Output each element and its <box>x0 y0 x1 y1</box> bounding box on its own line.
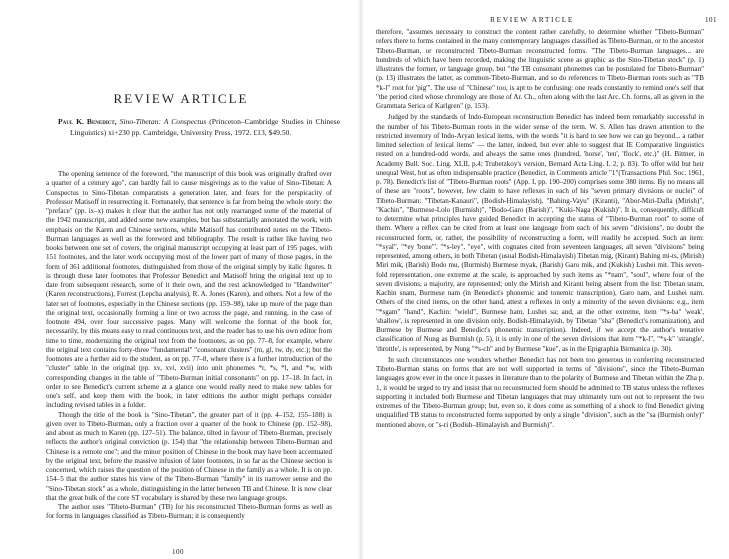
left-paragraph: Though the title of the book is "Sino-Tibetan", the greater part of it (pp. 4–152, 155–188) is given over to Tibeto-Burman, only a fraction over a quarter of the book to Chinese (pp. 152–98), and about as much to Karen (pp. 127–51). The balance, tilted in favour of Tibeto-Burman, precisely reflects the author's original conviction (p. 154) that "the relationship between Tibeto-Burman and Chinese is a remote one"; and the minor position of Chinese in the book may have been accentuated by the original text, before the massive infusion of later footnotes, in so far as the Chinese section is concerned, which raises the question of the position of Chinese in the family as a whole. It is on pp. 154–5 that the author states his view of the Tibeto-Burman "family" in its narrower sense and the "Sino-Tibetan stock" as a whole, distinguishing in the latter between TB and Chinese. It is now clear that the great bulk of the core ST vocabulary is shared by these two language groups. <box>46 410 332 502</box>
left-page <box>0 0 362 559</box>
right-paragraph: In such circumstances one wonders whether Benedict has not been too generous in conferring reconstructed Tibeto-Burman status on forms that are not well supported in terms of "divisions", since the Tibeto-Burman languages grow ever in the once it passes in literature than to the polarity of Burmese and Tibetan within the Zha p. 1, it would be urged to try and insist that no reconstructed form should be admitted to TB status unless the reflexes supporting it included both Burmese and Tibetan languages that may ultimately turn out not to represent the two extremes of the Tibeto-Burman group; but, even so, it does come as something of a shock to find Benedict giving unqualified TB status to reconstructed forms supported by only a single "division", such as the "sa (Burmish only)" mentioned above, or "s-ri (Bodish–Himalayish and Burmish)". <box>376 355 704 429</box>
left-page-number: 100 <box>172 548 184 556</box>
left-body-text <box>46 170 332 546</box>
citation-title: Sino-Tibetan: A Conspectus <box>119 117 207 126</box>
book-citation <box>58 117 340 138</box>
left-paragraph: The opening sentence of the foreword, "the manuscript of this book was originally drafted over a quarter of a century ago", can hardly fail to cause misgivings as to the value of Sino-Tibetan: A Conspectus to Sino-Tibetan comparatists a generation later, and fears for the perspicacity of Professor Matisoff in resurrecting it. Fortunately, that sentence is far from being the whole story: the "preface" (pp. ix–x) makes it clear that the author has not only rearranged some of the material of the 1942 manuscript, and added some new examples, but has substantially annotated the work, with emphasis on the Karen and Chinese sections, while Matisoff has contributed notes on the Tibeto-Burman languages as well as the foreword and bibliography. The result is rather like having two books between one set of covers, the original manuscript occupying at least part of 195 pages, with 151 footnotes, and the later work occupying most of the lower part of many of those pages, in the form of 361 additional footnotes, distinguished from those of the original simply by italic figures. It is through these later footnotes that Professor Benedict and Matisoff bring the original text up to date from subsequent research, some of it their own, and the rest acknowledged to "Handwriter" (Karen reconstructions), Forrest (Lepcha analysis), R. A. Jones (Karen), and others. Not a few of the later set of footnotes, especially in the Chinese sections (pp. 159–98), take up more of the page than the original text, occasionally forming a line or two across the page, and running, in the case of footnote 494, over four successive pages. Many will welcome the format of the book for, necessarily, by this means easy to read continuous text, and the reader has to use his own editor from time to time, modernizing the original text from the footnotes, as on pp. 77–8, for example, where the original text contains forty-three "fundamental" "consonant clusters" (m, gl, tw, dy, etc.); but the footnotes are a further aid to the student, as on pp. 77–8, where there is a further introduction of the "cluster" table in the original (pp. xv, xvi, xvii) into unit phonemes *r, *s, *l, and *w, with corresponding changes in the table of "Tibeto-Burman initial consonants" on pp. 17–18. In fact, in order to see Benedict's current scheme at a glance one would really need to make new tables for one's self, and keep them with the book, in later editions the author might perhaps consider including revised tables in a folder. <box>46 170 332 410</box>
right-page-number: 101 <box>705 16 717 24</box>
citation-details: (Princeton–Cambridge Studies in Chinese Linguistics) xi+230 pp. Cambridge, University Press, 1972. £13, $49.50. <box>70 117 341 137</box>
article-heading: REVIEW ARTICLE <box>113 91 249 106</box>
right-body-text <box>376 28 704 552</box>
right-paragraph: therefore, "assumes necessary to construct the content rather carefully, to determine whether "Tibeto-Burman" refers there to forms contained in the many contemporary languages classified as Tibeto-Burman, or to the ancestor Tibeto-Burman, or reconstructed Tibeto-Burman reconstructed forms. "The Tibeto-Burman languages... are hundreds of which have been recorded, making the linguistic scene as graphic as the Sino-Tibetan stock" (p. 1) illustrates the former, or language group, but "the TB consonant phonemes can be postulated for Tibeto-Burman" (p. 13) illustrates the latter, as common-Tibeto-Burman, and so do references to Tibeto-Burman roots such as "TB *k-l" root for 'pig'". The use of "Chinese" too, is apt to be confusing: one reads constantly to remind one's self that "the period cited whose chronology are those of Ar. Ch., often along with the last Arc. Ch. forms, all as given in the Grammata Serica of Karlgren" (p. 153). <box>376 28 704 110</box>
right-page <box>362 0 729 559</box>
running-head: REVIEW ARTICLE <box>490 15 575 24</box>
citation-author: Paul K. Benedict, <box>58 117 117 126</box>
right-paragraph: Judged by the standards of Indo-European reconstruction Benedict has indeed been remarkably successful in the number of his Tibeto-Burman roots in the wider sense of the term. W. S. Allen has drawn attention to the restricted inventory of Indo-Aryan lexical items, with the words "it is hard to see how we can go beyond... a rather limited selection of lexical items" — the latter, indeed, but ever able to suggest that IE Comparative linguistics rested on a hundred-odd words, and always the same ones (hundred, 'horse', 'ten', 'flock', etc.)" (H. Bittner, in Academy Bull. Soc. Ling. XLII, p.4; Trubetzkoy's version, Bernard Acta Ling. I. 2, p. 83). To offer wild but heir unequal West, but as often indispensable practice (Benedict, in Comments article "1"(Transactions Phil. Soc. 1961, p. 78). Benedict's list of "Tibeto-Burman roots" (App. I, pp. 190–200) comprises some 380 items. By no means all of these are "roots", however, few claim to have reflexes in each of his "seven primary divisions or nuclei" of Tibeto-Burman: "Tibetan-Kanauri", (Bodish-Himalayish), "Bahing-Vayu" (Kiranti), "Abor-Miri-Dafla (Mirish)", "Kachin", "Burmese-Lolo (Burmish)", "Bodo-Garo (Barish)", "Kuki-Naga (Kukish)". It is, consequently, difficult to determine what principles have guided Benedict in accepting the status of "Tibeto-Burman root" to some of them. Where a reflex can be cited from at least one language from each of his seven "divisions", no doubt the reconstructed form, or, rather, the possibility of reconstructing a form, will readily be accepted. Such an item: "*syal", "*ey 'bone'", "*s-ley", "eye", with cognates cited from seventeen languages, all seven "divisions" being represented, among others, in both Tibetan (usual Bodish-Himalayish) Tibetan mig, (Kirant) Bahing mi-ts, (Mirish) Miri mik, (Barish) Bodo mu, (Burmish) Burmese myak, (Barish) Garo mik, and (Kukish) Lushei mit. This seven-fold representation, one extreme at the scale, is approached by such items as "*nam", "soul", where four of the seven divisions, a majority, are represented; only the Mirish and Kiranti being absent from the list: Tibetan snam, Kachin snam, Burmese nam (in Benedict's phonemic and tonemic transcription), Garo nam, and Lushei nam. Others of the cited items, on the other hand, attest a reflexes in only a minority of the seven divisions: e.g., item "*sgam" "hand", Kachin: "wield", Burmese ham, Lushei sa; and, at the other extreme, item "*s-ba" 'weak', 'shallow', is represented in one division only, Bodish-Himalayish, by Tibetan "sba" (Benedict's romanization), and Burmese by Burmese and Benedict's phonemic transcription). Indeed, if we accept the author's tentative classification of Nung as Burmish (p. 5), it is only in one of the seven divisions that item "*k-l", "*s-k" 'strangle', 'throttle', is represented, by Nung "*s-ch" and by Burmese "kue", as in the Epigraphia Birmanica (p. 30). <box>376 113 704 353</box>
left-paragraph: The author uses "Tibeto-Burman" (TB) for his reconstructed Tibeto-Burman forms as well as for forms in languages classified as Tibeto-Burman; it is consequently <box>46 503 332 521</box>
